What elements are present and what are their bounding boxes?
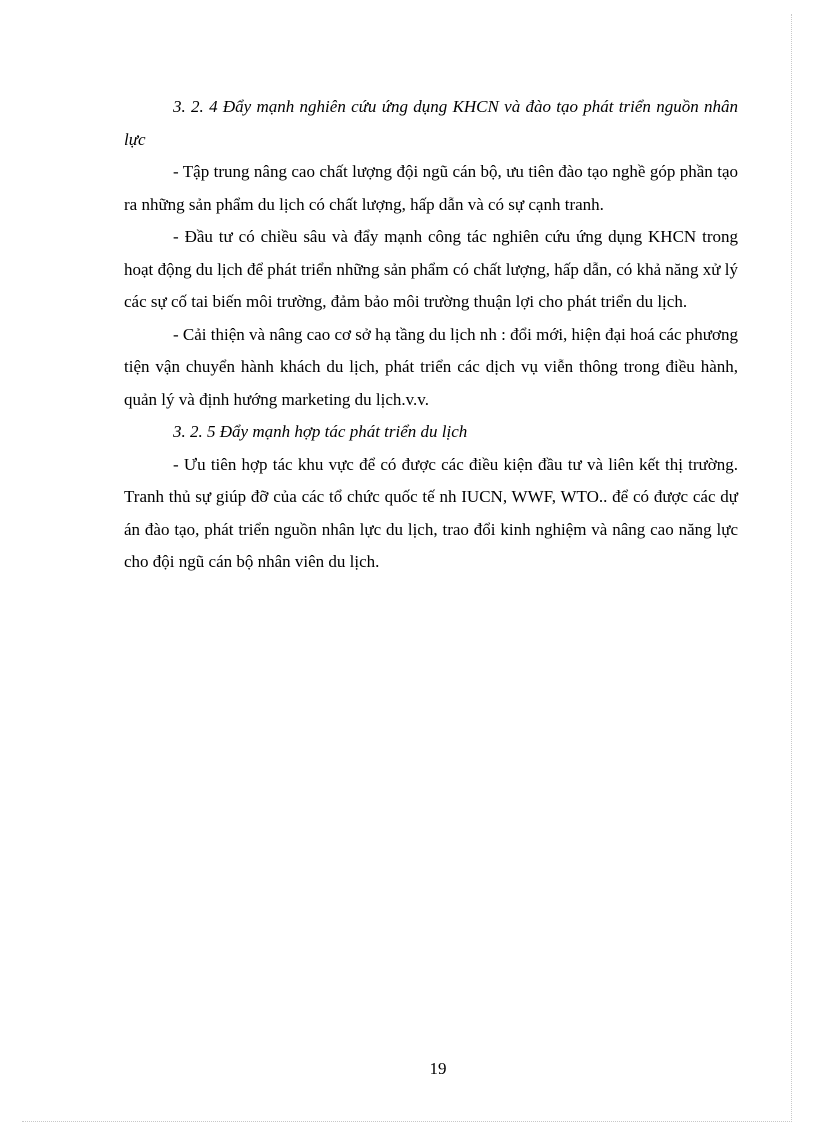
paragraph-infrastructure: - Cải thiện và nâng cao cơ sở hạ tầng du lịch nh : đổi mới, hiện đại hoá các phương tiện vận chuyển hành khách du lịch, phát triển các dịch vụ viễn thông trong điều hành, quản lý và định hướng marketing du lịch.v.v. xyxy=(124,324,738,409)
section-heading-3-2-4: 3. 2. 4 Đẩy mạnh nghiên cứu ứng dụng KHCN và đào tạo phát triển nguồn nhân lực xyxy=(124,97,738,149)
paragraph-research-investment: - Đầu tư có chiều sâu và đẩy mạnh công tác nghiên cứu ứng dụng KHCN trong hoạt động du lịch để phát triển những sản phẩm có chất lượng, hấp dẫn, có khả năng xử lý các sự cố tai biến môi trường, đảm bảo môi trường thuận lợi cho phát triển du lịch. xyxy=(124,227,738,311)
page-number: 19 xyxy=(429,1059,447,1078)
paragraph-cooperation: - Ưu tiên hợp tác khu vực để có được các điều kiện đầu tư và liên kết thị trường. Tranh thủ sự giúp đỡ của các tổ chức quốc tế nh IUCN, WWF, WTO.. để có được các dự án đào tạo, phát triển nguồn nhân lực du lịch, trao đổi kinh nghiệm và nâng cao năng lực cho đội ngũ cán bộ nhân viên du lịch. xyxy=(124,454,738,571)
paragraph-staff-quality: - Tập trung nâng cao chất lượng đội ngũ cán bộ, ưu tiên đào tạo nghề góp phần tạo ra những sản phẩm du lịch có chất lượng, hấp dẫn và có sự cạnh tranh. xyxy=(124,162,738,214)
document-body xyxy=(124,91,738,579)
section-heading-3-2-5: 3. 2. 5 Đẩy mạnh hợp tác phát triển du lịch xyxy=(173,422,468,441)
